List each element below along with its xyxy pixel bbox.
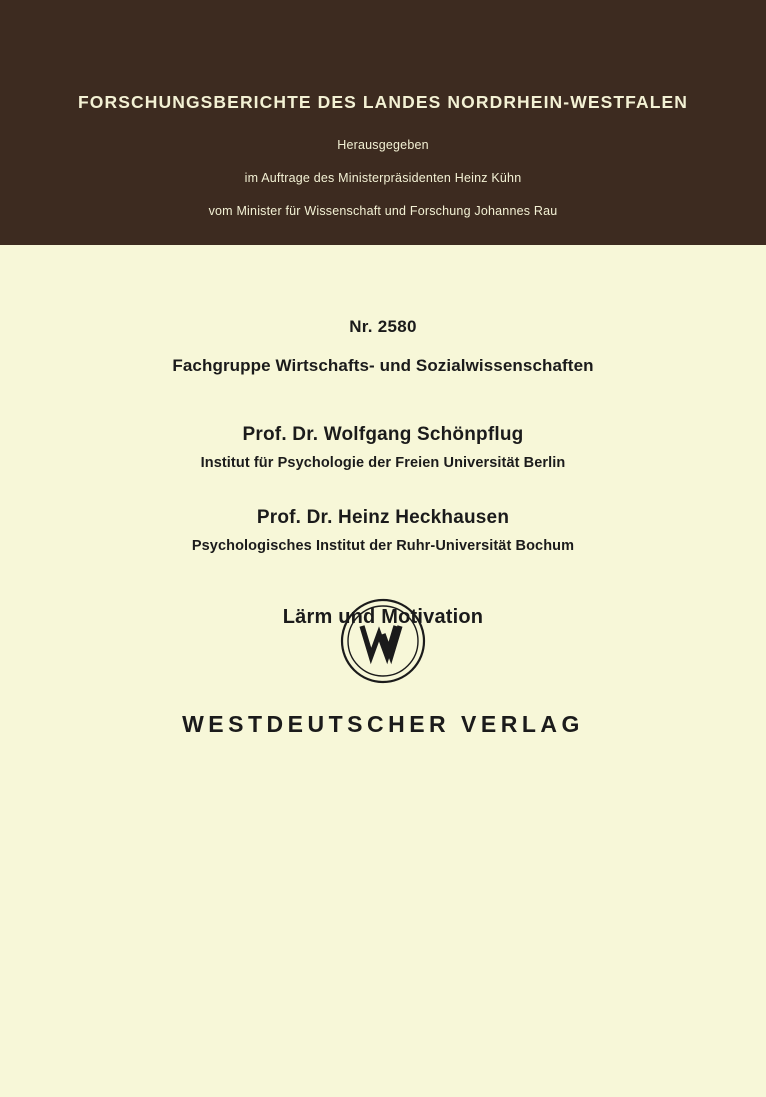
- publisher-name: WESTDEUTSCHER VERLAG: [182, 711, 584, 737]
- author-block-1: [0, 424, 766, 471]
- author-name: Prof. Dr. Wolfgang Schönpflug: [242, 424, 524, 445]
- author-name: Prof. Dr. Heinz Heckhausen: [256, 507, 510, 528]
- publisher-block: [0, 598, 766, 738]
- page-title: Lärm und Motivation: [282, 606, 484, 628]
- header-band: [0, 0, 766, 245]
- commission-line: im Auftrage des Ministerpräsidenten Heinz Kühn: [244, 171, 522, 185]
- author-block-2: [0, 507, 766, 554]
- report-number: Nr. 2580: [349, 317, 417, 336]
- author-affiliation: Psychologisches Institut der Ruhr-Universität Bochum: [191, 538, 575, 554]
- series-title: FORSCHUNGSBERICHTE DES LANDES NORDRHEIN-WESTFALEN: [77, 92, 689, 112]
- author-affiliation: Institut für Psychologie der Freien Universität Berlin: [200, 455, 566, 471]
- subject-group: Fachgruppe Wirtschafts- und Sozialwissenschaften: [172, 356, 594, 375]
- minister-line: vom Minister für Wissenschaft und Forschung Johannes Rau: [208, 204, 558, 218]
- publisher-statement: Herausgegeben: [337, 138, 429, 152]
- westdeutscher-verlag-logo-icon: [340, 598, 426, 684]
